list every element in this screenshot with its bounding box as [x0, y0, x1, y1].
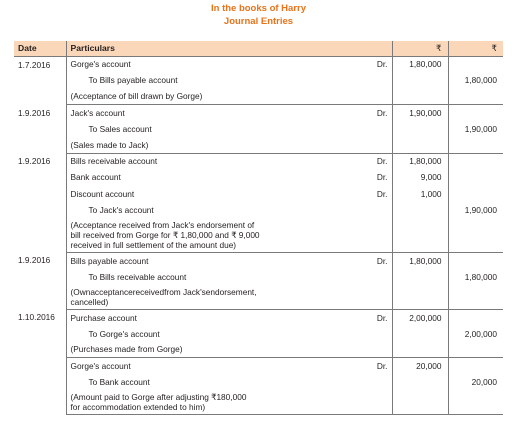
narration-line: (Acceptance received from Jack's endorsement of — [70, 219, 255, 230]
table-header-row — [14, 41, 503, 56]
header-amount-debit: ₹ — [392, 41, 448, 56]
narration-line: for accommodation extended to him) — [70, 402, 206, 413]
narration-line: (Ownacceptancereceivedfrom Jack'sendorsement, — [70, 286, 257, 297]
narration: (Sales made to Jack) — [66, 137, 354, 153]
narration-line: bill received from Gorge for ₹ 1,80,000 and ₹ 9,000 — [70, 229, 260, 240]
credit-amount: 1,90,000 — [448, 121, 503, 137]
dr-marker: Dr. — [376, 172, 388, 183]
credit-amount: 1,80,000 — [448, 72, 503, 88]
narration-line: received in full settlement of the amount due) — [70, 239, 237, 250]
table-row — [14, 88, 503, 104]
table-row — [14, 285, 503, 310]
entry-date: 1.9.2016 — [18, 156, 51, 167]
table-row — [14, 342, 503, 358]
narration: (Purchases made from Gorge) — [66, 342, 354, 358]
table-row — [14, 374, 503, 390]
debit-amount: 1,80,000 — [392, 153, 448, 169]
table-row — [14, 252, 503, 268]
header-date: Date — [14, 41, 66, 56]
credit-account: To Bills payable account — [66, 72, 354, 88]
dr-marker: Dr. — [376, 107, 388, 118]
dr-marker: Dr. — [376, 361, 388, 372]
debit-account: Gorge's account — [66, 358, 354, 374]
page-header — [0, 2, 517, 28]
narration — [66, 285, 354, 310]
narration: (Acceptance of bill drawn by Gorge) — [66, 88, 354, 104]
table-row — [14, 153, 503, 169]
entry-date: 1.10.2016 — [18, 312, 55, 323]
table-row — [14, 325, 503, 341]
debit-amount: 9,000 — [392, 169, 448, 185]
table-row — [14, 269, 503, 285]
debit-amount: 20,000 — [392, 358, 448, 374]
debit-amount: 2,00,000 — [392, 309, 448, 325]
table-row — [14, 309, 503, 325]
debit-amount: 1,80,000 — [392, 252, 448, 268]
dr-marker: Dr. — [376, 156, 388, 167]
credit-account: To Sales account — [66, 121, 354, 137]
table-row — [14, 105, 503, 121]
narration — [66, 218, 354, 253]
entry-date: 1.9.2016 — [18, 107, 51, 118]
credit-amount: 1,80,000 — [448, 269, 503, 285]
credit-account: To Gorge's account — [66, 325, 354, 341]
credit-account: To Jack's account — [66, 202, 354, 218]
journal-subtitle: Journal Entries — [223, 16, 294, 27]
dr-marker: Dr. — [376, 255, 388, 266]
table-row — [14, 121, 503, 137]
table-row — [14, 72, 503, 88]
debit-account: Jack's account — [66, 105, 354, 121]
credit-account: To Bills receivable account — [66, 269, 354, 285]
debit-amount: 1,80,000 — [392, 56, 448, 72]
narration-line: cancelled) — [70, 296, 109, 307]
dr-marker: Dr. — [376, 188, 388, 199]
dr-marker: Dr. — [376, 312, 388, 323]
header-particulars: Particulars — [66, 41, 392, 56]
table-row — [14, 169, 503, 185]
table-row — [14, 186, 503, 202]
table-row — [14, 358, 503, 374]
debit-account: Bills payable account — [66, 252, 354, 268]
debit-account: Bank account — [66, 169, 354, 185]
book-title: In the books of Harry — [210, 3, 306, 14]
entry-date: 1.9.2016 — [18, 255, 51, 266]
debit-amount: 1,000 — [392, 186, 448, 202]
header-amount-credit: ₹ — [448, 41, 503, 56]
credit-amount: 1,90,000 — [448, 202, 503, 218]
entry-date: 1.7.2016 — [18, 59, 51, 70]
debit-account: Gorge's account — [66, 56, 354, 72]
debit-account: Purchase account — [66, 309, 354, 325]
dr-marker: Dr. — [376, 59, 388, 70]
debit-account: Bills receivable account — [66, 153, 354, 169]
debit-account: Discount account — [66, 186, 354, 202]
credit-account: To Bank account — [66, 374, 354, 390]
table-row — [14, 390, 503, 415]
narration — [66, 390, 354, 415]
credit-amount: 20,000 — [448, 374, 503, 390]
table-row — [14, 218, 503, 253]
table-row — [14, 202, 503, 218]
narration-line: (Amount paid to Gorge after adjusting ₹180,000 — [70, 392, 247, 403]
table-row — [14, 56, 503, 72]
debit-amount: 1,90,000 — [392, 105, 448, 121]
credit-amount: 2,00,000 — [448, 325, 503, 341]
table-row — [14, 137, 503, 153]
journal-table — [14, 41, 503, 415]
